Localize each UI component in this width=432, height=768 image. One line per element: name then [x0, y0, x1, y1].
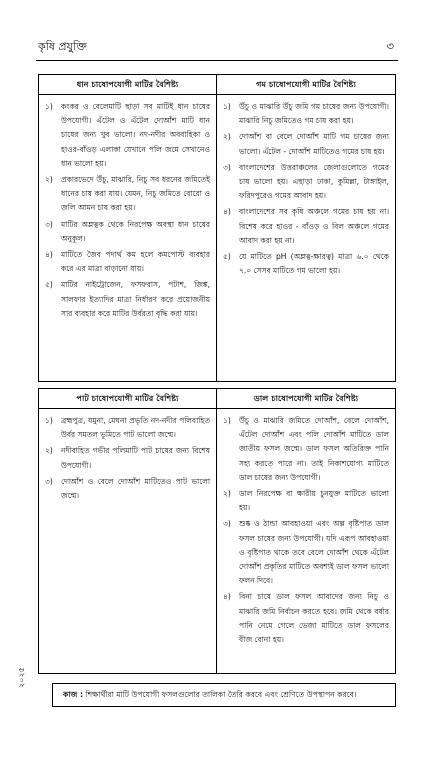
- item-number: ৩): [223, 519, 231, 529]
- rice-soil-heading: ধান চাষোপযোগী মাটির বৈশিষ্ট্য: [39, 75, 216, 95]
- rice-soil-column: [39, 75, 217, 381]
- jute-soil-heading: পাট চাষোপযোগী মাটির বৈশিষ্ট্য: [39, 389, 216, 409]
- list-item: [223, 130, 389, 158]
- list-item: [45, 173, 210, 216]
- item-number: ৪): [45, 250, 53, 260]
- item-number: ৩): [45, 219, 53, 229]
- item-text: মাটির নাইট্রোজেন, ফসফরাস, পটাশ, জিঙ্ক, সালফার ইত্যাদির মাত্রা নির্ধারণ করে প্রয়োজনীয় সার ব্যবহার করে মাটির উর্বরতা বৃদ্ধি করা যায়।: [61, 280, 210, 318]
- item-number: ৪): [223, 592, 231, 602]
- item-text: প্রকারভেদে উঁচু, মাঝারি, নিচু সব ধরনের জমিতেই ধানের চাষ করা যায়। যেমন, নিচু জমিতে বোরো ও জলি আমন চাষ করা হয়।: [61, 175, 210, 213]
- task-box: [52, 683, 396, 707]
- item-text: বাংলাদেশের সব কৃষি অঞ্চলে গমের চাষ হয় না। বিশেষ করে হাওর - বাঁওড় ও বিল অঞ্চলে গমের আবাদ করা হয় না।: [239, 207, 389, 245]
- list-item: [223, 414, 389, 485]
- rice-soil-list: [39, 95, 216, 321]
- item-number: ১): [223, 416, 231, 425]
- side-year-note: ২০২৫: [17, 667, 26, 688]
- item-text: দোআঁশ বা বেলে দোআঁশ মাটি গম চাষের জন্য ভালো। এঁটেল - দোআঁশ মাটিতেও গমের চাষ হয়।: [239, 132, 389, 156]
- item-text: বাংলাদেশের উত্তরাঞ্চলের জেলাগুলোতে গমের চাষ ভালো হয়। এছাড়া ঢাকা, কুমিল্লা, টাঙ্গাইল, ফরিদপুরেও গমের আবাদ হয়।: [239, 162, 389, 201]
- list-item: [45, 475, 210, 503]
- item-text: উঁচু ও মাঝারি উঁচু জমি গম চাষের জন্য উপযোগী। মাঝারি নিচু জমিতেও গম চাষ করা হয়।: [239, 102, 389, 126]
- item-text: ব্রহ্মপুত্র, যমুনা, মেঘনা প্রভৃতি নদ-নদীর পলিবাহিত উর্বর সমতল ভূমিতে পাট ভালো জন্মে।: [61, 416, 210, 440]
- header-rule: [36, 60, 398, 61]
- item-text: দোআঁশ ও বেলে দোআঁশ মাটিতেও পাট ভালো জন্মে।: [61, 476, 210, 501]
- list-item: [45, 444, 210, 472]
- list-item: [223, 205, 389, 248]
- item-number: ৫): [45, 280, 53, 290]
- item-text: যে মাটিতে pH (অম্লত্ব-ক্ষারত্ব) মাত্রা ৬.০ থেকে ৭.০ সেসব মাটিতে গম ভালো হয়।: [239, 252, 389, 276]
- list-item: [45, 218, 210, 246]
- item-number: ২): [45, 175, 53, 185]
- item-number: ৫): [223, 252, 231, 262]
- item-number: ২): [223, 489, 231, 499]
- list-item: [223, 161, 389, 204]
- jute-soil-list: [39, 409, 216, 503]
- list-item: [223, 250, 389, 278]
- pulse-soil-heading: ডাল চাষোপযোগী মাটির বৈশিষ্ট্য: [217, 389, 395, 409]
- wheat-soil-column: [217, 75, 395, 381]
- list-item: [45, 278, 210, 321]
- item-text: মাটির অম্লত্বক থেকে নিরপেক্ষ অবস্থা ধান চাষের অনুকূল।: [61, 219, 210, 243]
- list-item: [223, 487, 389, 515]
- item-number: ১): [223, 102, 231, 111]
- pulse-soil-list: [217, 409, 395, 647]
- item-number: ২): [223, 132, 231, 142]
- page-header-title: কৃষি প্রযুক্তি: [38, 40, 87, 53]
- task-text: শিক্ষার্থীরা মাটি উপযোগী ফসলগুলোর তালিকা তৈরি করবে এবং শ্রেণিতে উপস্থাপন করবে।: [85, 690, 357, 699]
- item-text: শুষ্ক ও ঠান্ডা আবহাওয়া এবং অল্প বৃষ্টিপাত ডাল ফসল চাষের জন্য উপযোগী। যদি এরূপ আবহাওয়া ও বৃষ্টিপাত থাকে তবে বেলে দোআঁশ থেকে এঁটেল দোআঁশ প্রকৃতির মাটিতে অবশ্যই ডাল ফসল ভালো ফলন দিবে।: [239, 519, 389, 586]
- task-label: কাজ :: [63, 690, 83, 699]
- pulse-soil-column: [217, 389, 395, 673]
- item-number: ৩): [45, 476, 53, 486]
- list-item: [223, 590, 389, 647]
- list-item: [45, 248, 210, 276]
- item-number: ৩): [223, 162, 231, 172]
- item-text: মাটিতে জৈব পদার্থ কম হলে কমপোস্ট ব্যবহার করে এর মাত্রা বাড়ানো যায়।: [61, 250, 210, 274]
- item-text: ডাল নিরপেক্ষ বা ক্ষারীয় চুনযুক্ত মাটিতে ভালো হয়।: [239, 489, 389, 513]
- wheat-soil-list: [217, 95, 395, 278]
- jute-soil-column: [39, 389, 217, 673]
- item-text: উঁচু ও মাঝারি জমিতে দোআঁশ, বেলে দোআঁশ, এঁটেল দোআঁশ এবং পলি দোআঁশ মাটিতে ডাল জাতীয় ফসল জন্মে। ডাল ফসল অতিরিক্ত পানি সহ্য করতে পারে না। তাই নিকাশযোগ্য মাটিতে ডাল চাষের জন্য উপযোগী।: [239, 416, 389, 482]
- soil-table-bottom: [38, 388, 396, 674]
- item-text: নদীবাহিত গভীর পলিমাটি পাট চাষের জন্য বিশেষ উপযোগী।: [61, 446, 210, 470]
- item-number: ৪): [223, 207, 231, 217]
- soil-table-top: [38, 74, 396, 382]
- item-text: কংকর ও বেলেমাটি ছাড়া সব মাটিই ধান চাষের উপযোগী। এঁটেল ও এঁটেল দোআঁশ মাটি ধান চাষের জন্য খুব ভালো। নদ-নদীর অববাহিকা ও হাওর-বাঁওড় এলাকা যেখানে পলি জমে সেখানেও ধান ভালো হয়।: [61, 102, 210, 168]
- list-item: [45, 414, 210, 442]
- list-item: [45, 100, 210, 171]
- wheat-soil-heading: গম চাষোপযোগী মাটির বৈশিষ্ট্য: [217, 75, 395, 95]
- item-text: বিনা চাষে ডাল ফসল আবাদের জন্য নিচু ও মাঝারি জমি নির্বাচন করতে হবে। জমি থেকে বর্ষার পানি নেমে গেলে ভেজা মাটিতে ডাল ফসলের বীজ বোনা হয়।: [239, 592, 389, 645]
- list-item: [223, 100, 389, 128]
- list-item: [223, 517, 389, 588]
- item-number: ১): [45, 102, 53, 111]
- page-number: ৩: [386, 39, 394, 53]
- item-number: ১): [45, 416, 53, 425]
- item-number: ২): [45, 446, 53, 456]
